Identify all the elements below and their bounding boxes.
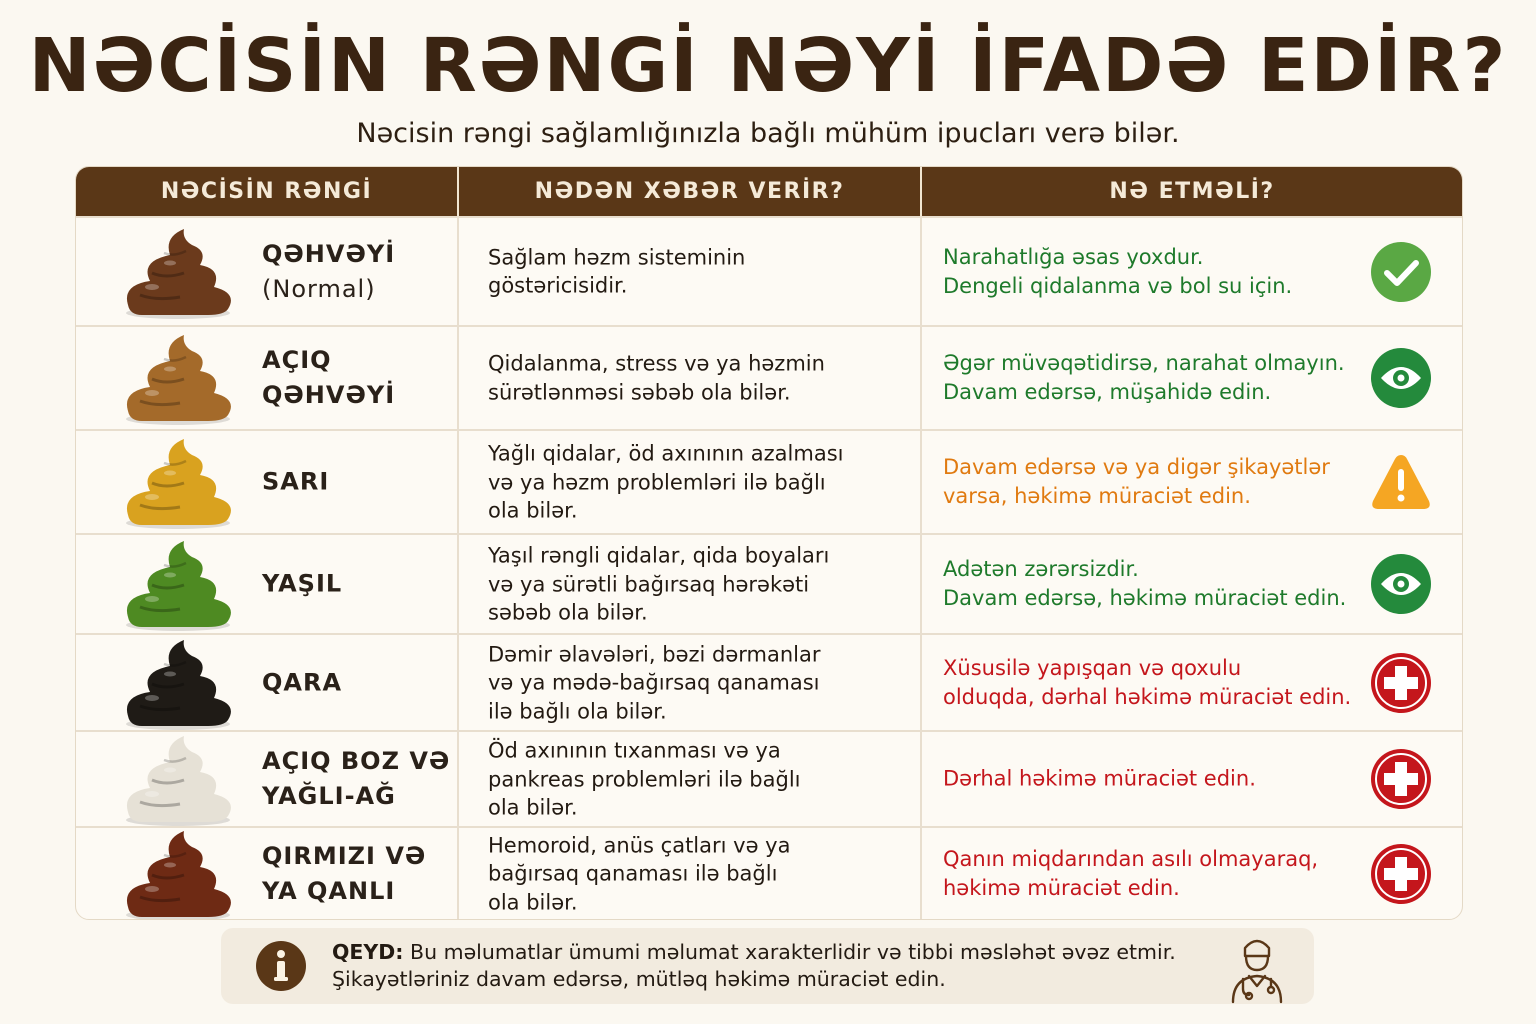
check-icon <box>1370 241 1432 303</box>
action-line: Dərhal həkimə müraciət edin. <box>943 766 1256 791</box>
eye-icon <box>1370 347 1432 409</box>
color-cell <box>76 828 459 919</box>
stool-illustration <box>118 331 238 427</box>
meaning-line: pankreas problemləri ilə bağlı <box>488 766 801 791</box>
stool-illustration <box>118 732 238 828</box>
meaning-cell <box>459 732 922 826</box>
color-name <box>262 744 458 814</box>
color-name <box>262 465 458 500</box>
meaning-line: və ya həzm problemləri ilə bağlı <box>488 469 826 494</box>
meaning-text <box>488 640 908 726</box>
meaning-text <box>488 350 908 407</box>
color-cell <box>76 535 459 633</box>
stool-illustration <box>118 225 238 321</box>
page-subtitle: Nəcisin rəngi sağlamlığınızla bağlı mühüm ipucları verə bilər. <box>356 118 1180 149</box>
table-row <box>76 633 1462 730</box>
meaning-line: Öd axınının tıxanması və ya <box>488 738 781 763</box>
meaning-line: ola bilər. <box>488 795 578 820</box>
meaning-line: Yağlı qidalar, öd axınının azalması <box>488 441 844 466</box>
header-action: NƏ ETMƏLİ? <box>1109 179 1275 204</box>
disclaimer-note <box>221 928 1314 1004</box>
stool-illustration <box>118 827 238 920</box>
meaning-cell <box>459 431 922 533</box>
action-cell <box>922 635 1462 730</box>
color-cell <box>76 635 459 730</box>
color-cell <box>76 732 459 826</box>
meaning-cell <box>459 327 922 429</box>
action-text <box>943 555 1353 613</box>
doctor-icon <box>1221 932 1293 1004</box>
color-name <box>262 567 458 602</box>
stool-illustration <box>118 636 238 732</box>
meaning-line: ilə bağlı ola bilər. <box>488 698 667 723</box>
meaning-line: Sağlam həzm sisteminin <box>488 245 746 269</box>
medical-cross-icon <box>1370 748 1432 810</box>
note-text <box>332 939 1176 993</box>
action-line: olduqda, dərhal həkimə müraciət edin. <box>943 684 1352 709</box>
meaning-line: və ya mədə-bağırsaq qanaması <box>488 670 820 695</box>
color-name-text: QIRMIZI VƏ YA QANLI <box>262 841 427 905</box>
meaning-line: Hemoroid, anüs çatları və ya <box>488 832 791 857</box>
table-row <box>76 533 1462 633</box>
action-text <box>943 349 1353 407</box>
action-line: Narahatlığa əsas yoxdur. <box>943 244 1204 269</box>
table-header <box>76 167 1462 216</box>
meaning-text <box>488 439 908 525</box>
meaning-line: sürətlənməsi səbəb ola bilər. <box>488 380 791 404</box>
action-line: Davam edərsə, həkimə müraciət edin. <box>943 586 1347 610</box>
color-name-text: AÇIQ QƏHVƏYİ <box>262 346 396 409</box>
table-row <box>76 216 1462 325</box>
meaning-line: göstəricisidir. <box>488 273 628 298</box>
meaning-cell <box>459 635 922 730</box>
action-cell <box>922 218 1462 325</box>
color-name-text: YAŞIL <box>262 569 343 598</box>
page-title: NƏCİSİN RƏNGİ NƏYİ İFADƏ EDİR? <box>28 23 1508 109</box>
meaning-line: bağırsaq qanaması ilə bağlı <box>488 861 778 886</box>
medical-cross-icon <box>1370 843 1432 905</box>
stool-illustration <box>118 435 238 531</box>
meaning-cell <box>459 218 922 325</box>
action-cell <box>922 431 1462 533</box>
color-name-text: SARI <box>262 467 330 496</box>
action-line: Davam edərsə, müşahidə edin. <box>943 380 1272 404</box>
note-line-1: Bu məlumatlar ümumi məlumat xarakterlidir və tibbi məsləhət əvəz etmir. <box>410 940 1176 964</box>
meaning-text <box>488 831 908 917</box>
action-line: Qanın miqdarından asılı olmayaraq, <box>943 846 1319 871</box>
action-cell <box>922 828 1462 919</box>
action-line: Əgər müvəqətidirsə, narahat olmayın. <box>943 351 1345 375</box>
note-label: QEYD: <box>332 940 404 964</box>
action-text <box>943 654 1353 712</box>
color-name <box>262 839 458 909</box>
action-line: Dengeli qidalanma və bol su için. <box>943 273 1293 298</box>
table-row <box>76 429 1462 533</box>
action-line: Xüsusilə yapışqan və qoxulu <box>943 655 1242 680</box>
action-line: varsa, həkimə müraciət edin. <box>943 484 1251 508</box>
header-color: NƏCİSİN RƏNGİ <box>76 167 459 216</box>
table-row <box>76 730 1462 826</box>
header-meaning: NƏDƏN XƏBƏR VERİR? <box>459 167 922 216</box>
color-cell <box>76 431 459 533</box>
color-cell <box>76 218 459 325</box>
action-text <box>943 243 1353 301</box>
action-text <box>943 765 1353 794</box>
action-line: həkimə müraciət edin. <box>943 875 1180 900</box>
meaning-line: ola bilər. <box>488 498 578 523</box>
meaning-cell <box>459 535 922 633</box>
color-name <box>262 237 458 307</box>
color-name-text: QƏHVƏYİ <box>262 239 396 268</box>
warning-icon <box>1370 451 1432 513</box>
meaning-line: Dəmir əlavələri, bəzi dərmanlar <box>488 641 821 666</box>
meaning-line: səbəb ola bilər. <box>488 600 648 625</box>
color-name-text: AÇIQ BOZ VƏ YAĞLI-AĞ <box>262 747 451 810</box>
action-line: Davam edərsə və ya digər şikayətlər <box>943 455 1330 479</box>
action-cell <box>922 327 1462 429</box>
color-name <box>262 665 458 700</box>
eye-icon <box>1370 553 1432 615</box>
action-cell <box>922 535 1462 633</box>
meaning-line: və ya sürətli bağırsaq hərəkəti <box>488 571 810 596</box>
color-sub-label: (Normal) <box>262 274 376 303</box>
table-row <box>76 325 1462 429</box>
stool-illustration <box>118 537 238 633</box>
color-cell <box>76 327 459 429</box>
medical-cross-icon <box>1370 652 1432 714</box>
info-icon <box>255 940 307 992</box>
meaning-text <box>488 736 908 822</box>
table-row <box>76 826 1462 919</box>
color-name <box>262 343 458 413</box>
meaning-line: Yaşıl rəngli qidalar, qida boyaları <box>488 543 830 568</box>
meaning-text <box>488 243 908 300</box>
meaning-line: ola bilər. <box>488 889 578 914</box>
note-line-2: Şikayətləriniz davam edərsə, mütləq həkimə müraciət edin. <box>332 967 946 991</box>
action-cell <box>922 732 1462 826</box>
action-text <box>943 845 1353 903</box>
stool-color-table <box>75 166 1463 920</box>
action-text <box>943 453 1353 511</box>
meaning-text <box>488 541 908 627</box>
meaning-cell <box>459 828 922 919</box>
meaning-line: Qidalanma, stress və ya həzmin <box>488 351 825 376</box>
action-line: Adətən zərərsizdir. <box>943 557 1139 581</box>
color-name-text: QARA <box>262 668 343 696</box>
